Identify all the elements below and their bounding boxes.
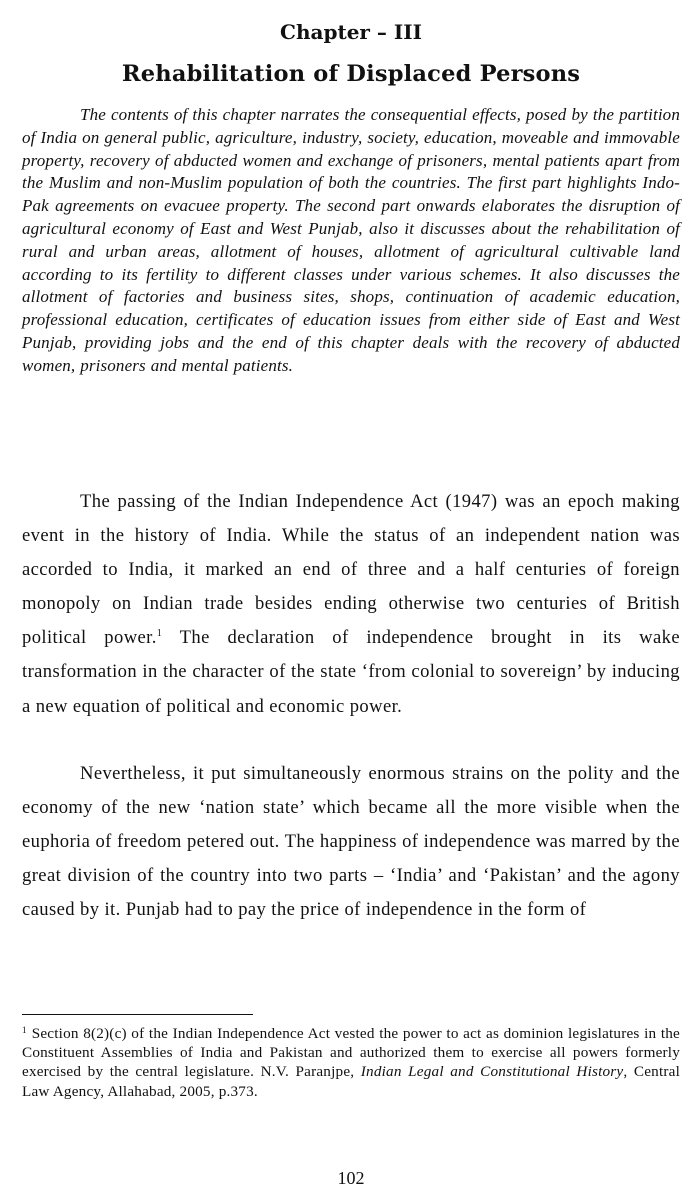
footnote-divider — [22, 1014, 253, 1015]
chapter-label: Chapter – III — [280, 20, 422, 44]
footnote-reference[interactable]: 1 — [156, 628, 163, 640]
footnote-1 — [22, 1024, 680, 1101]
chapter-abstract: The contents of this chapter narrates the consequential effects, posed by the partition of India on general public, agriculture, industry, society, education, moveable and immovable property, recovery of abducted women and exchange of prisoners, mental patients apart from the Muslim and non-Muslim population of both the countries. The first part highlights Indo-Pak agreements on evacuee property. The second part onwards elaborates the disruption of agricultural economy of East and West Punjab, also it discusses about the rehabilitation of rural and urban areas, allotment of houses, allotment of agricultural cultivable land according to its fertility to different classes under various schemes. It also discusses the allotment of factories and business sites, shops, continuation of academic education, professional education, certificates of education issues from either side of East and West Punjab, providing jobs and the end of this chapter deals with the recovery of abducted women, prisoners and mental patients. — [22, 105, 680, 375]
paragraph-text: The passing of the Indian Independence Act (1947) was an epoch making event in the history of India. While the status of an independent nation was accorded to India, it marked an end of three and a half centuries of foreign monopoly on Indian trade besides ending otherwise two centuries of British political power. — [22, 491, 680, 649]
body-paragraph-1 — [22, 485, 680, 724]
footnote-text: Section 8(2)(c) of the Indian Independence Act vested the power to act as dominion legislatures in the Constituent Assemblies of India and Pakistan and authorized them to exercise all powers formerly exercised by the central legislature. N.V. Paranjpe, — [22, 1025, 680, 1081]
body-paragraph-2: Nevertheless, it put simultaneously enormous strains on the polity and the economy of the new ‘nation state’ which became all the more visible when the euphoria of freedom petered out. The happiness of independence was marred by the great division of the country into two parts – ‘India’ and ‘Pakistan’ and the agony caused by it. Punjab had to pay the price of independence in the form of — [22, 763, 680, 921]
footnote-text: , Central Law Agency, Allahabad, 2005, p.373. — [22, 1063, 680, 1100]
cited-book-title: Indian Legal and Constitutional History — [360, 1063, 624, 1081]
paragraph-text: The declaration of independence brought in its wake transformation in the character of the state ‘from colonial to sovereign’ by inducing a new equation of political and economic power. — [22, 627, 680, 717]
footnote-marker: 1 — [22, 1025, 27, 1035]
chapter-title: Rehabilitation of Displaced Persons — [121, 61, 581, 87]
page-number: 102 — [337, 1168, 365, 1188]
